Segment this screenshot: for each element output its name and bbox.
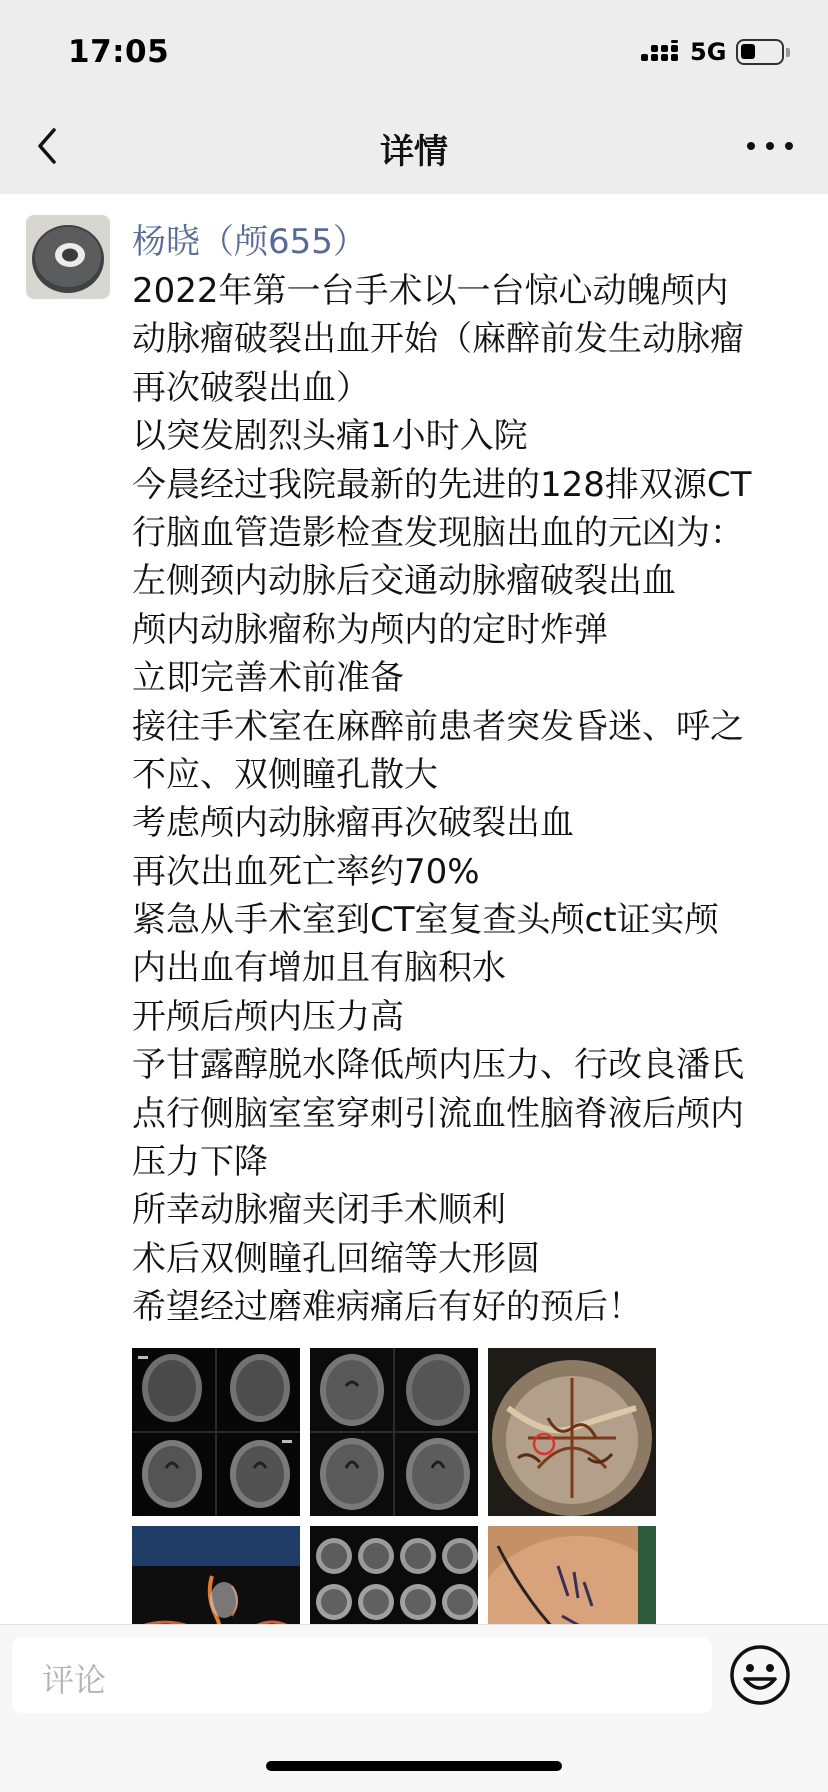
post-line: 行脑血管造影检查发现脑出血的元凶为： (132, 512, 744, 553)
post-line: 予甘露醇脱水降低颅内压力、行改良潘氏 (132, 1045, 744, 1086)
post-text (132, 267, 812, 1332)
post-line: 2022年第一台手术以一台惊心动魄颅内 (132, 271, 729, 311)
post-line: 左侧颈内动脉后交通动脉瘤破裂出血 (132, 561, 676, 602)
post-line: 不应、双侧瞳孔散大 (132, 754, 438, 795)
post-line: 压力下降 (132, 1142, 268, 1183)
post-line: 考虑颅内动脉瘤再次破裂出血 (132, 803, 574, 844)
post-line: 希望经过磨难病痛后有好的预后！ (132, 1287, 642, 1328)
author-avatar[interactable] (26, 215, 110, 299)
skull-base-3d-reconstruction-photo (488, 1348, 656, 1516)
status-time: 17:05 (68, 34, 170, 70)
post-line: 动脉瘤破裂出血开始（麻醉前发生动脉瘤 (132, 319, 744, 360)
post-line: 今晨经过我院最新的先进的128排双源CT (132, 464, 752, 505)
more-dots-icon[interactable] (742, 124, 798, 168)
post-photo-ct-film-2[interactable] (310, 1348, 478, 1516)
post-line: 再次出血死亡率约70% (132, 851, 480, 892)
header-area (0, 0, 828, 194)
author-name-link[interactable]: 杨晓（颅655） (132, 222, 367, 262)
ct-scan-film-photo (132, 1348, 300, 1516)
battery-icon (736, 39, 784, 65)
post-line: 内出血有增加且有脑积水 (132, 948, 506, 989)
comment-placeholder: 评论 (42, 1661, 107, 1699)
post-line: 颅内动脉瘤称为颅内的定时炸弹 (132, 609, 608, 650)
post-line: 接往手术室在麻醉前患者突发昏迷、呼之 (132, 706, 744, 747)
post-line: 再次破裂出血） (132, 367, 370, 408)
avatar-image-icon (26, 215, 110, 299)
post-line: 点行侧脑室室穿刺引流血性脑脊液后颅内 (132, 1093, 744, 1134)
network-type-label: 5G (690, 38, 727, 66)
ct-scan-film-photo (310, 1348, 478, 1516)
nav-bar (0, 100, 828, 194)
home-indicator (266, 1761, 562, 1771)
post-photo-skull-base[interactable] (488, 1348, 656, 1516)
status-bar (0, 0, 828, 100)
post-line: 所幸动脉瘤夹闭手术顺利 (132, 1190, 506, 1231)
post-line: 开颅后颅内压力高 (132, 996, 404, 1037)
post-line: 以突发剧烈头痛1小时入院 (132, 416, 528, 457)
smiley-icon[interactable] (728, 1643, 792, 1707)
post-photo-ct-film-1[interactable] (132, 1348, 300, 1516)
signal-strength-icon (640, 40, 680, 66)
post-line: 紧急从手术室到CT室复查头颅ct证实颅 (132, 900, 719, 941)
post-line: 立即完善术前准备 (132, 658, 404, 699)
comment-bar (0, 1624, 828, 1792)
comment-input[interactable] (12, 1637, 712, 1713)
page-title: 详情 (380, 132, 448, 172)
post-line: 术后双侧瞳孔回缩等大形圆 (132, 1238, 540, 1279)
